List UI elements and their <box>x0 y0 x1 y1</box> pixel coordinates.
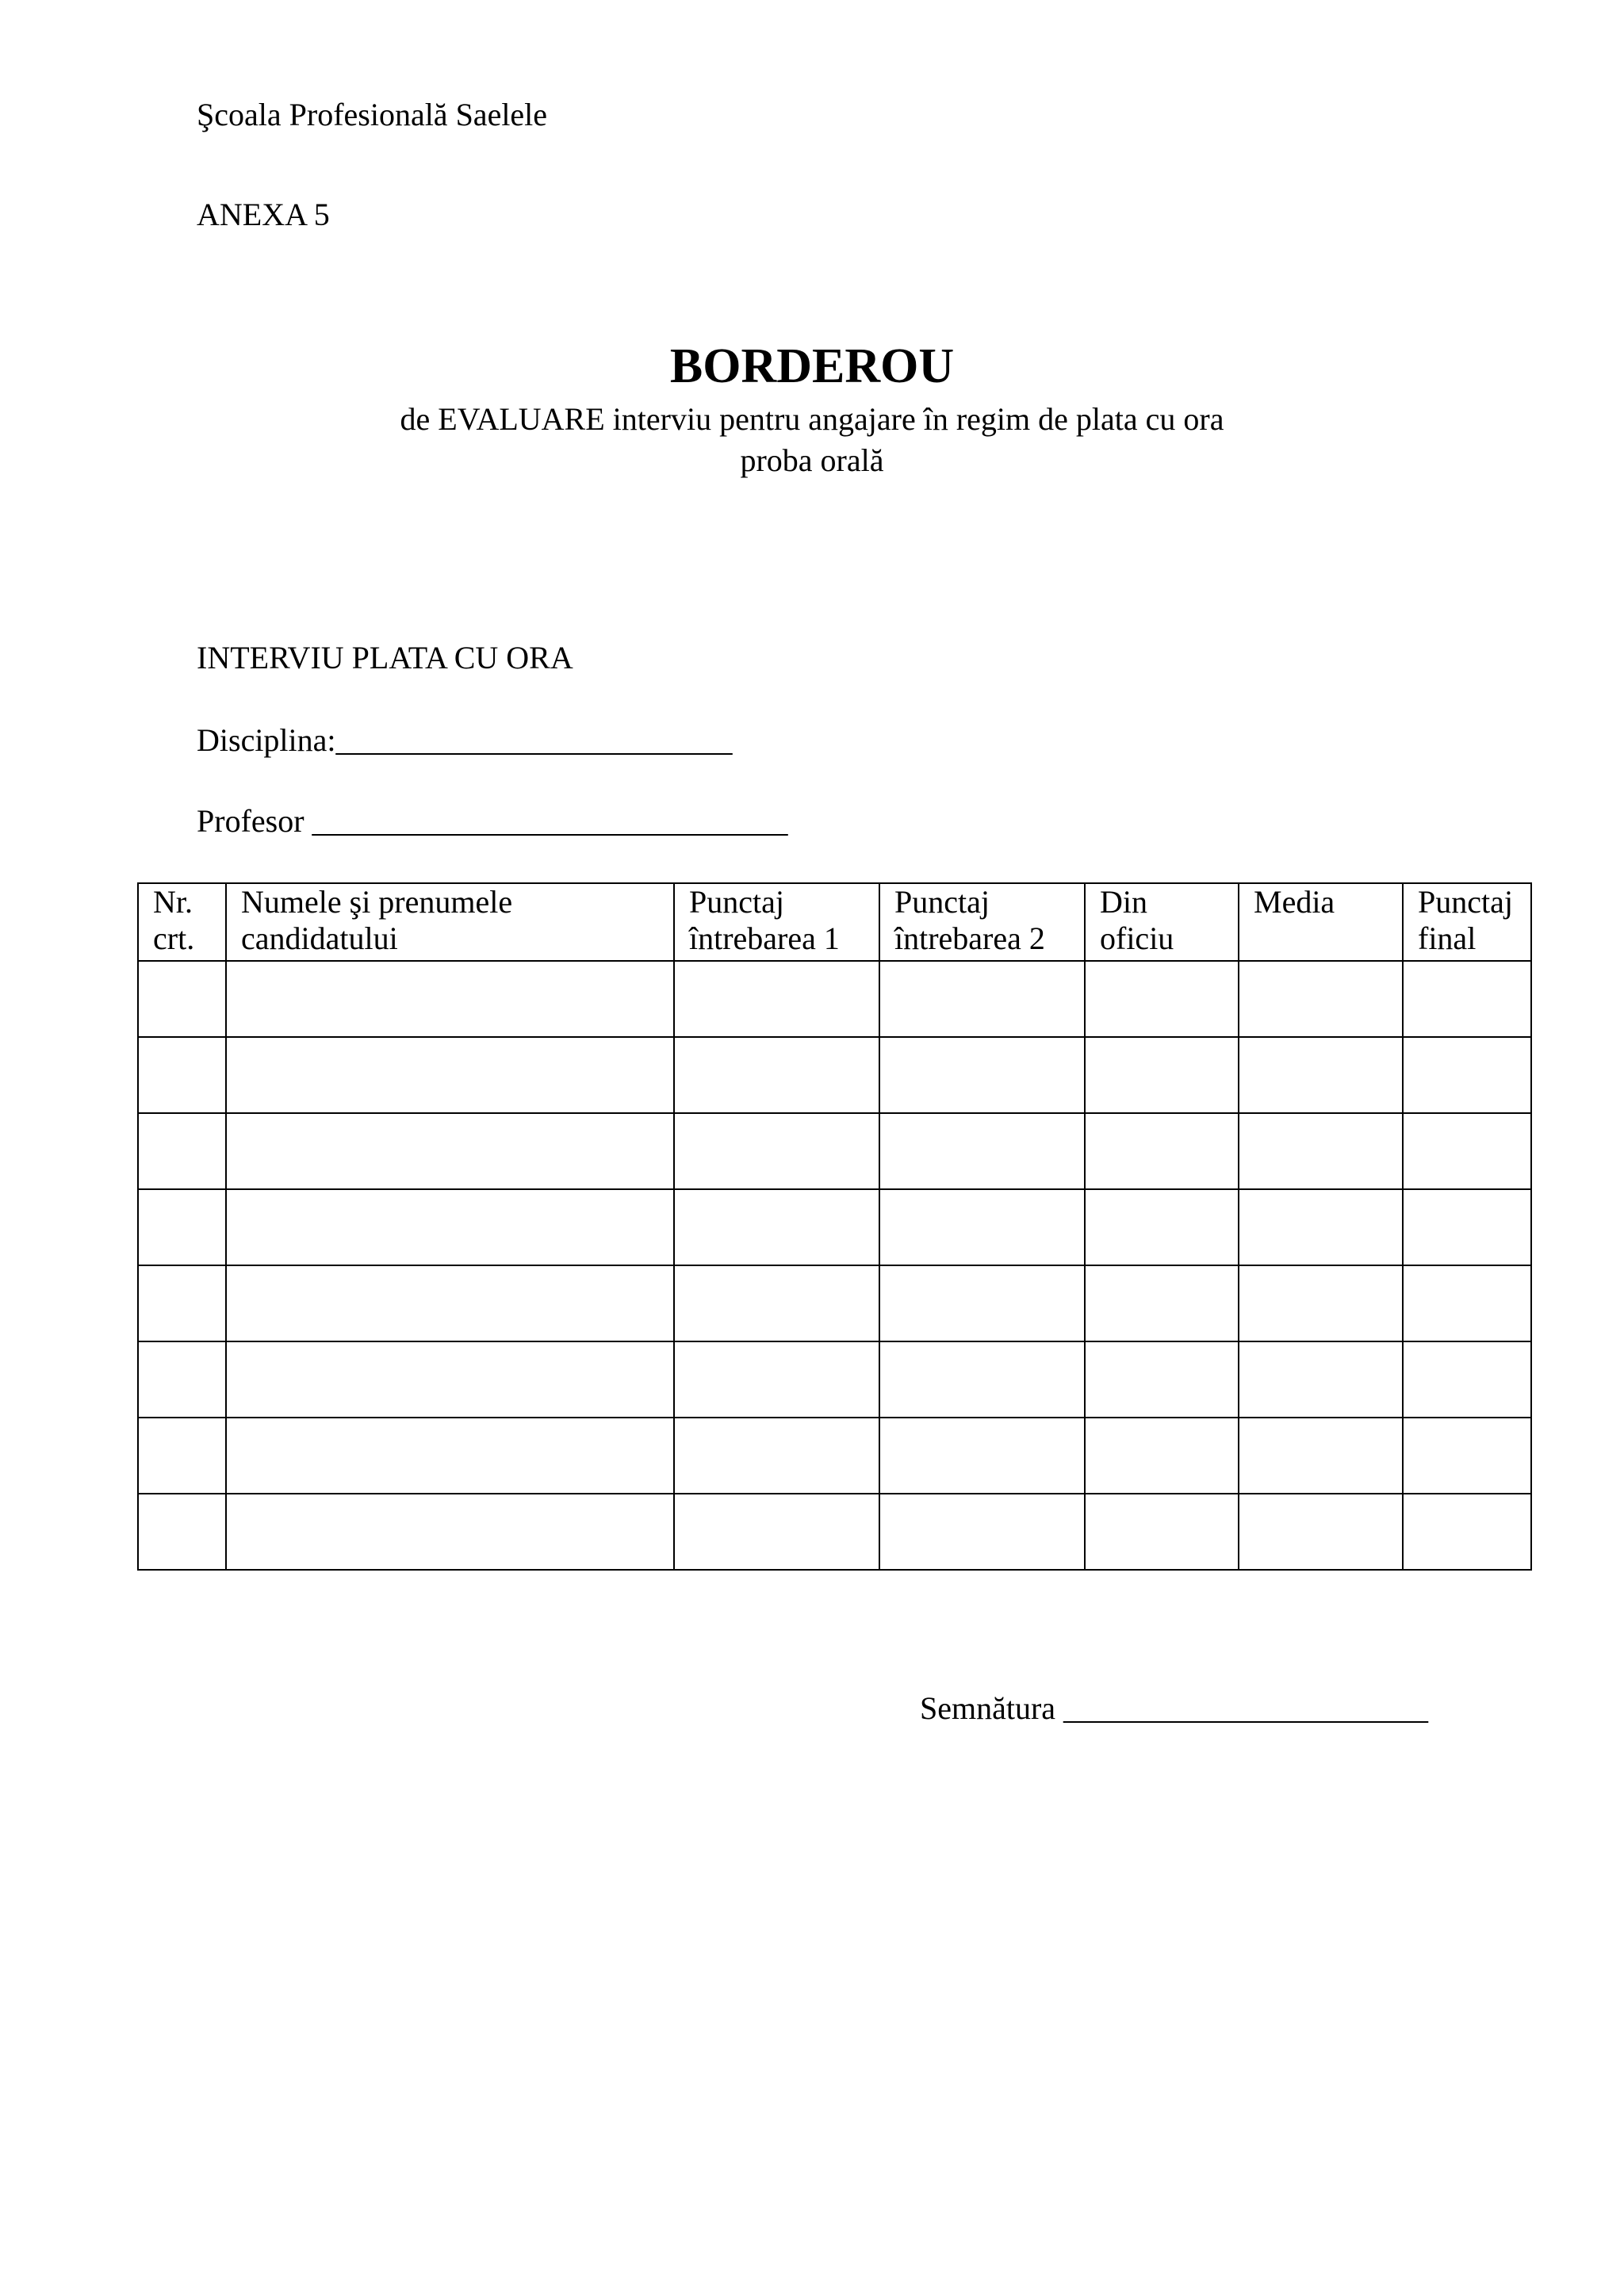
document-subtitle: de EVALUARE interviu pentru angajare în regim de plata cu ora <box>400 401 1224 437</box>
table-cell[interactable] <box>1085 961 1239 1037</box>
column-header: Punctaj întrebarea 1 <box>674 883 879 961</box>
table-row <box>138 1189 1531 1265</box>
table-cell[interactable] <box>138 961 226 1037</box>
table-cell[interactable] <box>1239 1265 1403 1341</box>
table-cell[interactable] <box>1239 1341 1403 1418</box>
table-cell[interactable] <box>1403 1265 1531 1341</box>
table-cell[interactable] <box>1403 1341 1531 1418</box>
column-header: Punctaj întrebarea 2 <box>879 883 1085 961</box>
annex-label: ANEXA 5 <box>197 197 330 232</box>
table-row <box>138 1037 1531 1113</box>
table-row <box>138 1418 1531 1494</box>
table-cell[interactable] <box>674 961 879 1037</box>
table-cell[interactable] <box>879 1265 1085 1341</box>
table-cell[interactable] <box>226 1037 674 1113</box>
table-cell[interactable] <box>674 1341 879 1418</box>
table-cell[interactable] <box>226 1113 674 1189</box>
table-cell[interactable] <box>674 1494 879 1570</box>
column-header: Din oficiu <box>1085 883 1239 961</box>
table-cell[interactable] <box>1239 961 1403 1037</box>
table-cell[interactable] <box>879 1113 1085 1189</box>
table-cell[interactable] <box>138 1265 226 1341</box>
table-cell[interactable] <box>226 961 674 1037</box>
table-cell[interactable] <box>1085 1494 1239 1570</box>
table-cell[interactable] <box>138 1189 226 1265</box>
column-header: Numele şi prenumele candidatului <box>226 883 674 961</box>
table-cell[interactable] <box>1239 1189 1403 1265</box>
teacher-field: Profesor ______________________________ <box>197 803 788 839</box>
signature-field: Semnătura _______________________ <box>920 1690 1429 1726</box>
table-cell[interactable] <box>1085 1265 1239 1341</box>
table-cell[interactable] <box>138 1418 226 1494</box>
table-cell[interactable] <box>674 1113 879 1189</box>
table-cell[interactable] <box>1085 1037 1239 1113</box>
table-cell[interactable] <box>1403 1113 1531 1189</box>
column-header: Punctaj final <box>1403 883 1531 961</box>
section-heading: INTERVIU PLATA CU ORA <box>197 640 573 675</box>
column-header: Nr. crt. <box>138 883 226 961</box>
table-cell[interactable] <box>879 1418 1085 1494</box>
table-cell[interactable] <box>1085 1189 1239 1265</box>
document-subtitle-2: proba orală <box>740 442 884 478</box>
table-cell[interactable] <box>1239 1494 1403 1570</box>
table-cell[interactable] <box>674 1189 879 1265</box>
table-cell[interactable] <box>1239 1037 1403 1113</box>
table-cell[interactable] <box>1403 961 1531 1037</box>
table-cell[interactable] <box>138 1113 226 1189</box>
table-row <box>138 1113 1531 1189</box>
discipline-field: Disciplina:_________________________ <box>197 722 733 758</box>
table-cell[interactable] <box>138 1037 226 1113</box>
table-row <box>138 1265 1531 1341</box>
table-cell[interactable] <box>1403 1418 1531 1494</box>
table-cell[interactable] <box>1403 1189 1531 1265</box>
school-name: Şcoala Profesională Saelele <box>197 97 548 132</box>
table-cell[interactable] <box>879 1037 1085 1113</box>
table-cell[interactable] <box>879 1341 1085 1418</box>
table-cell[interactable] <box>1403 1037 1531 1113</box>
table-cell[interactable] <box>226 1341 674 1418</box>
table-cell[interactable] <box>138 1341 226 1418</box>
table-cell[interactable] <box>138 1494 226 1570</box>
table-cell[interactable] <box>879 1494 1085 1570</box>
table-cell[interactable] <box>674 1037 879 1113</box>
document-title: BORDEROU <box>669 339 955 393</box>
table-cell[interactable] <box>1085 1341 1239 1418</box>
column-header: Media <box>1239 883 1403 961</box>
evaluation-table <box>137 882 1532 1571</box>
table-cell[interactable] <box>1239 1418 1403 1494</box>
table-row <box>138 961 1531 1037</box>
table-cell[interactable] <box>674 1265 879 1341</box>
table-cell[interactable] <box>879 1189 1085 1265</box>
table-cell[interactable] <box>1085 1418 1239 1494</box>
table-cell[interactable] <box>226 1418 674 1494</box>
table-cell[interactable] <box>1403 1494 1531 1570</box>
table-cell[interactable] <box>226 1494 674 1570</box>
table-cell[interactable] <box>674 1418 879 1494</box>
table-cell[interactable] <box>226 1265 674 1341</box>
table-cell[interactable] <box>879 961 1085 1037</box>
table-cell[interactable] <box>1085 1113 1239 1189</box>
table-cell[interactable] <box>226 1189 674 1265</box>
table-row <box>138 1494 1531 1570</box>
table-cell[interactable] <box>1239 1113 1403 1189</box>
table-header-row <box>138 883 1531 961</box>
table-row <box>138 1341 1531 1418</box>
